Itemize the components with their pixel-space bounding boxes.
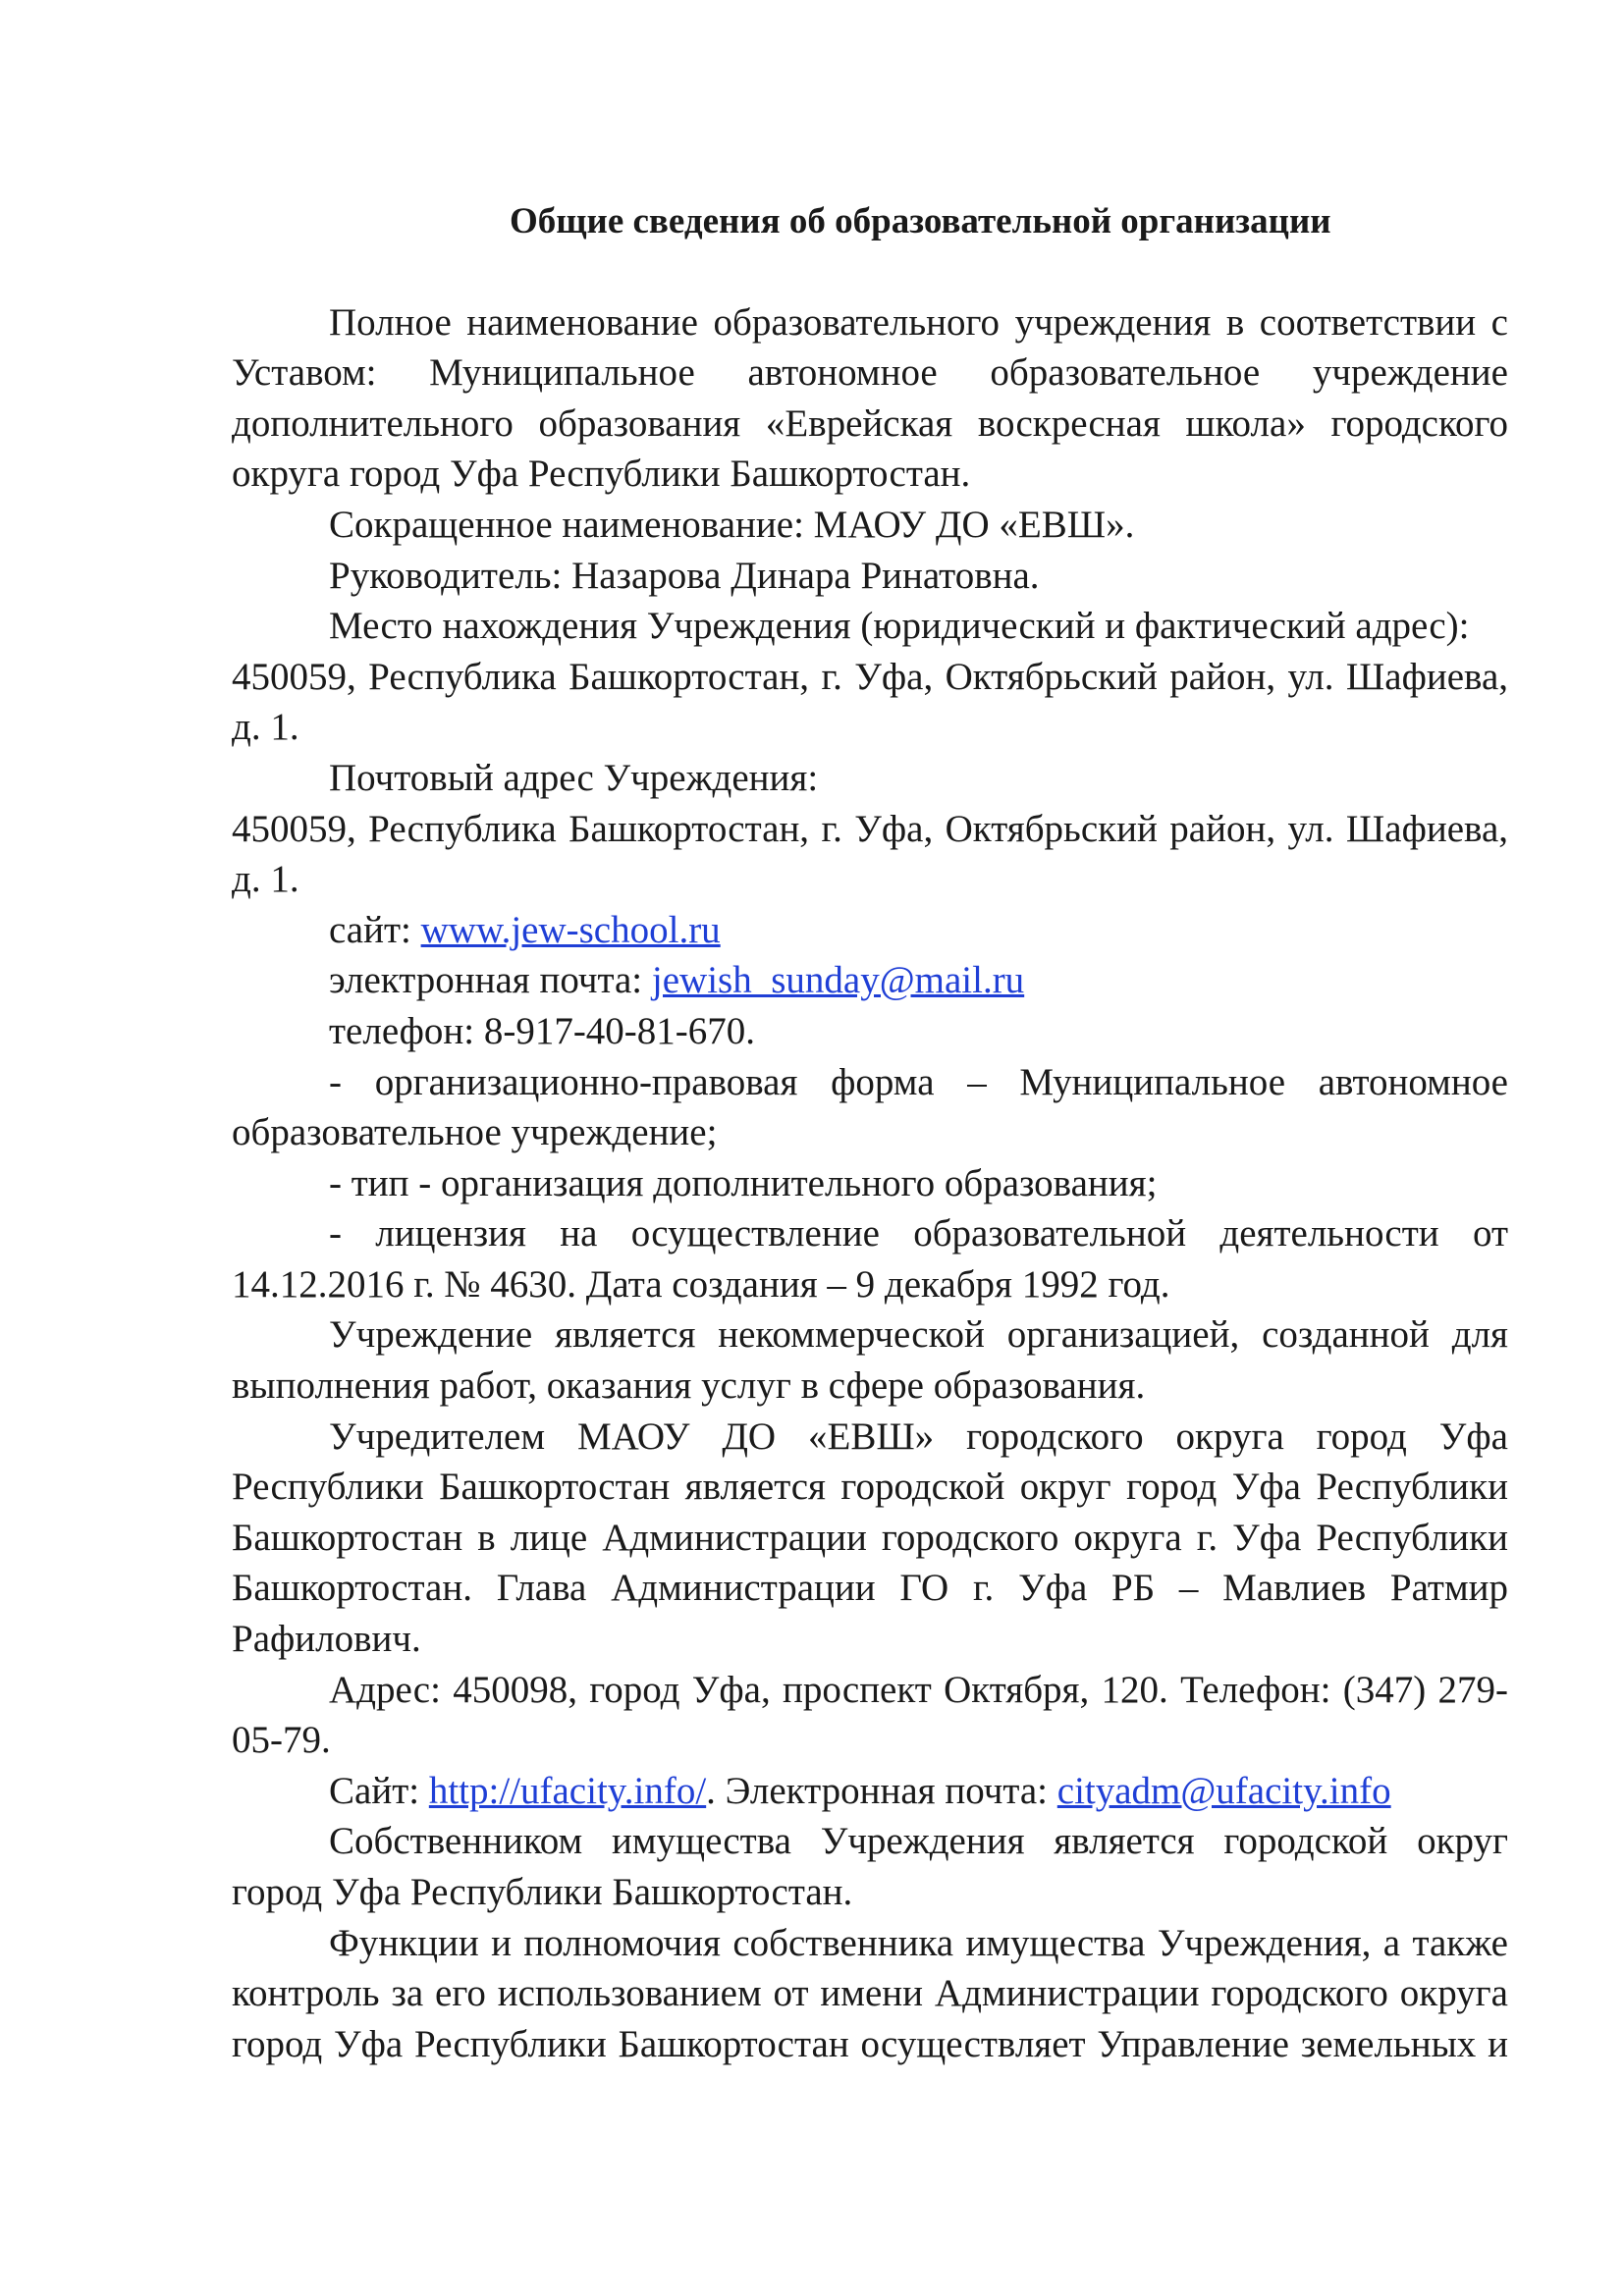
full-name-paragraph: Полное наименование образовательного учреждения в соответствии с Уставом: Муниципальное автономное образовательное учреждение дополнительного образования «Еврейская воскресная школа» городского округа город Уфа Республики Башкортостан. bbox=[232, 300, 1508, 496]
owner-paragraph: Собственником имущества Учреждения является городской округ город Уфа Республики Башкортостан. bbox=[232, 1820, 1508, 1913]
head-paragraph: Руководитель: Назарова Динара Ринатовна. bbox=[329, 554, 1040, 597]
license-paragraph: - лицензия на осуществление образовательной деятельности от 14.12.2016 г. № 4630. Дата создания – 9 декабря 1992 год. bbox=[232, 1212, 1508, 1306]
document-page bbox=[232, 196, 1508, 2069]
nonprofit-paragraph: Учреждение является некоммерческой организацией, созданной для выполнения работ, оказания услуг в сфере образования. bbox=[232, 1313, 1508, 1408]
founder-paragraph: Учредителем МАОУ ДО «ЕВШ» городского округа город Уфа Республики Башкортостан является городской округ город Уфа Республики Башкортостан в лице Администрации городского округа г. Уфа Республики Башкортостан. Глава Администрации ГО г. Уфа РБ – Мавлиев Ратмир Рафилович. bbox=[232, 1415, 1508, 1661]
short-name-paragraph: Сокращенное наименование: МАОУ ДО «ЕВШ». bbox=[329, 503, 1135, 546]
admin-site-label: Сайт: bbox=[329, 1769, 429, 1812]
postal-label: Почтовый адрес Учреждения: bbox=[329, 756, 819, 799]
site-label: сайт: bbox=[329, 908, 421, 951]
postal-address: 450059, Республика Башкортостан, г. Уфа, Октябрьский район, ул. Шафиева, д. 1. bbox=[232, 807, 1508, 901]
legal-form-paragraph: - организационно-правовая форма – Муниципальное автономное образовательное учреждение; bbox=[232, 1060, 1508, 1154]
location-address: 450059, Республика Башкортостан, г. Уфа, Октябрьский район, ул. Шафиева, д. 1. bbox=[232, 655, 1508, 749]
owner-functions-paragraph: Функции и полномочия собственника имущества Учреждения, а также контроль за его использованием от имени Администрации городского округа город Уфа Республики Башкортостан осуществляет Управление земельных и bbox=[232, 1921, 1508, 2065]
email-label: электронная почта: bbox=[329, 959, 652, 1002]
document-title: Общие сведения об образовательной организации bbox=[510, 201, 1331, 241]
admin-contacts-line bbox=[232, 1766, 1508, 1817]
email-link[interactable]: jewish_sunday@mail.ru bbox=[651, 959, 1025, 1002]
site-link[interactable]: www.jew-school.ru bbox=[420, 908, 721, 951]
admin-address-paragraph: Адрес: 450098, город Уфа, проспект Октября, 120. Телефон: (347) 279-05-79. bbox=[232, 1668, 1508, 1762]
admin-site-link[interactable]: http://ufacity.info/ bbox=[428, 1769, 707, 1812]
site-line bbox=[232, 905, 1508, 956]
admin-email-label: . Электронная почта: bbox=[706, 1769, 1057, 1812]
admin-email-link[interactable]: cityadm@ufacity.info bbox=[1056, 1769, 1391, 1812]
email-line bbox=[232, 955, 1508, 1006]
phone-paragraph: телефон: 8-917-40-81-670. bbox=[329, 1009, 756, 1052]
location-label: Место нахождения Учреждения (юридический и фактический адрес): bbox=[329, 605, 1470, 648]
org-type-paragraph: - тип - организация дополнительного образования; bbox=[329, 1161, 1158, 1204]
